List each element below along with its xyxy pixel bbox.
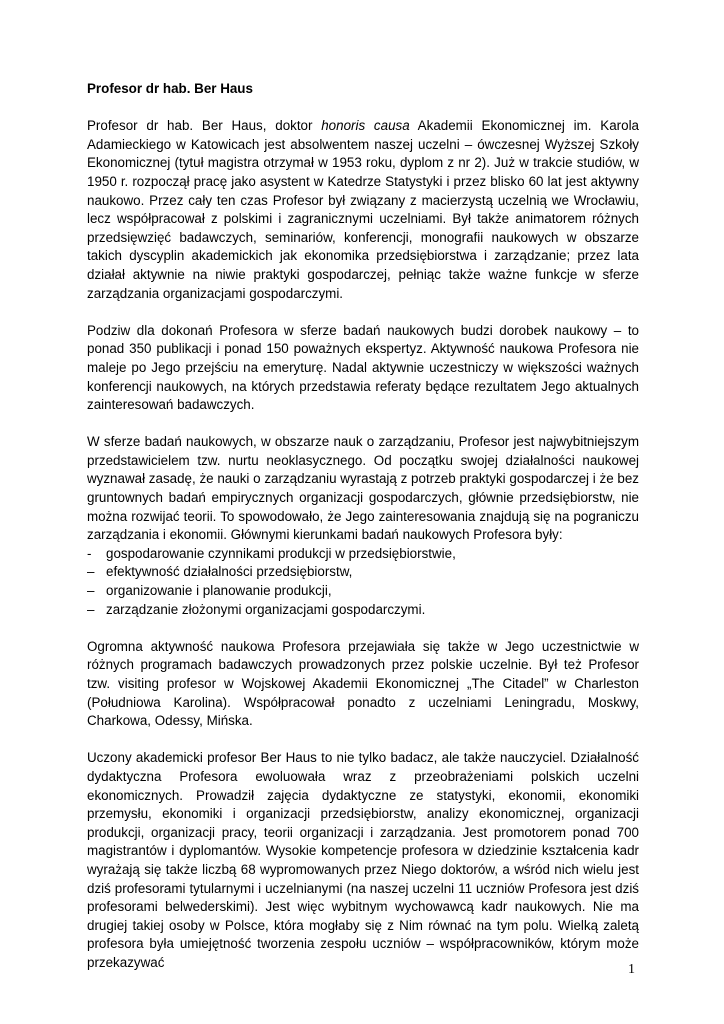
list-item	[87, 563, 639, 582]
list-bullet: -	[87, 545, 92, 561]
list-item	[87, 545, 639, 564]
list-item-text: zarządzanie złożonymi organizacjami gospodarczymi.	[106, 601, 426, 617]
list-item	[87, 582, 639, 601]
paragraph-publications: Podziw dla dokonań Profesora w sferze badań naukowych budzi dorobek naukowy – to ponad 350 publikacji i ponad 150 poważnych ekspertyz. Aktywność naukowa Profesora nie maleje po Jego przejściu na emeryturę. Nadal aktywnie uczestniczy w większości ważnych konferencji naukowych, na których przedstawia referaty będące rezultatem Jego aktualnych zainteresowań badawczych.	[87, 322, 639, 413]
paragraph-cooperation: Ogromna aktywność naukowa Profesora przejawiała się także w Jego uczestnictwie w różnych programach badawczych prowadzonych przez polskie uczelnie. Był też Profesor tzw. visiting profesor w Wojskowej Akademii Ekonomicznej „The Citadel” w Charleston (Południowa Karolina). Współpracował ponadto z uczelniami Leningradu, Moskwy, Charkowa, Odessy, Mińska.	[87, 638, 639, 729]
list-item-text: gospodarowanie czynnikami produkcji w przedsiębiorstwie,	[106, 545, 456, 561]
paragraph-teaching: Uczony akademicki profesor Ber Haus to nie tylko badacz, ale także nauczyciel. Działalność dydaktyczna Profesora ewoluowała wraz z przeobrażeniami polskich uczelni ekonomicznych. Prowadził zajęcia dydaktyczne ze statystyki, ekonomii, ekonomiki przemysłu, ekonomiki i organizacji przedsiębiorstw, analizy ekonomicznej, organizacji produkcji, organizacji pracy, teorii organizacji i zarządzania. Jest promotorem ponad 700 magistrantów i dyplomantów. Wysokie kompetencje profesora w dziedzinie kształcenia kadr wyrażają się także liczbą 68 wypromowanych przez Niego doktorów, a wśród nich wielu jest dziś profesorami tytularnymi i uczelnianymi (na naszej uczelni 11 uczniów Profesora jest dziś profesorami belwederskimi). Jest więc wybitnym wychowawcą kadr naukowych. Nie ma drugiej takiej osoby w Polsce, która mogłaby się z Nim równać na tym polu. Wielką zaletą profesora była umiejętność tworzenia zespołu uczniów – współpracowników, którym może przekazywać	[87, 750, 639, 970]
document-title: Profesor dr hab. Ber Haus	[87, 81, 253, 96]
honoris-causa-phrase: honoris causa	[321, 118, 410, 134]
paragraph-biography	[87, 117, 639, 303]
paragraph-biography-start: Profesor dr hab. Ber Haus, doktor	[87, 118, 322, 134]
research-topics-list	[87, 545, 639, 619]
list-item	[87, 601, 639, 620]
list-bullet: –	[87, 583, 95, 599]
list-bullet: –	[87, 564, 95, 580]
paragraph-research: W sferze badań naukowych, w obszarze nauk o zarządzaniu, Profesor jest najwybitniejszym przedstawicielem tzw. nurtu neoklasycznego. Od początku swojej działalności naukowej wyznawał zasadę, że nauki o zarządzaniu wyrastają z potrzeb praktyki gospodarczej i że bez gruntownych badań empirycznych organizacji gospodarczych, głównie przedsiębiorstw, nie można rozwijać teorii. To spowodowało, że Jego zainteresowania znajdują się na pograniczu zarządzania i ekonomii. Głównymi kierunkami badań naukowych Profesora były:	[87, 434, 639, 543]
list-item-text: efektywność działalności przedsiębiorstw,	[106, 564, 353, 580]
list-bullet: –	[87, 601, 95, 617]
paragraph-biography-rest: Akademii Ekonomicznej im. Karola Adamieckiego w Katowicach jest absolwentem naszej uczelni – ówczesnej Wyższej Szkoły Ekonomicznej (tytuł magistra otrzymał w 1953 roku, dyplom z nr 2). Już w trakcie studiów, w 1950 r. rozpoczął pracę jako asystent w Katedrze Statystyki i przez blisko 60 lat jest aktywny naukowo. Przez cały ten czas Profesor był związany z macierzystą uczelnią we Wrocławiu, lecz współpracował z polskimi i zagranicznymi uczelniami. Był także animatorem różnych przedsięwzięć badawczych, seminariów, konferencji, monografii naukowych w obszarze takich dyscyplin akademickich jak ekonomika przedsiębiorstwa i zarządzanie; przez lata działał aktywnie na niwie praktyki gospodarczej, pełniąc także ważne funkcje w sferze zarządzania organizacjami gospodarczymi.	[87, 118, 639, 301]
page-number: 1	[628, 962, 635, 977]
document-body	[87, 80, 639, 991]
list-item-text: organizowanie i planowanie produkcji,	[106, 583, 332, 599]
